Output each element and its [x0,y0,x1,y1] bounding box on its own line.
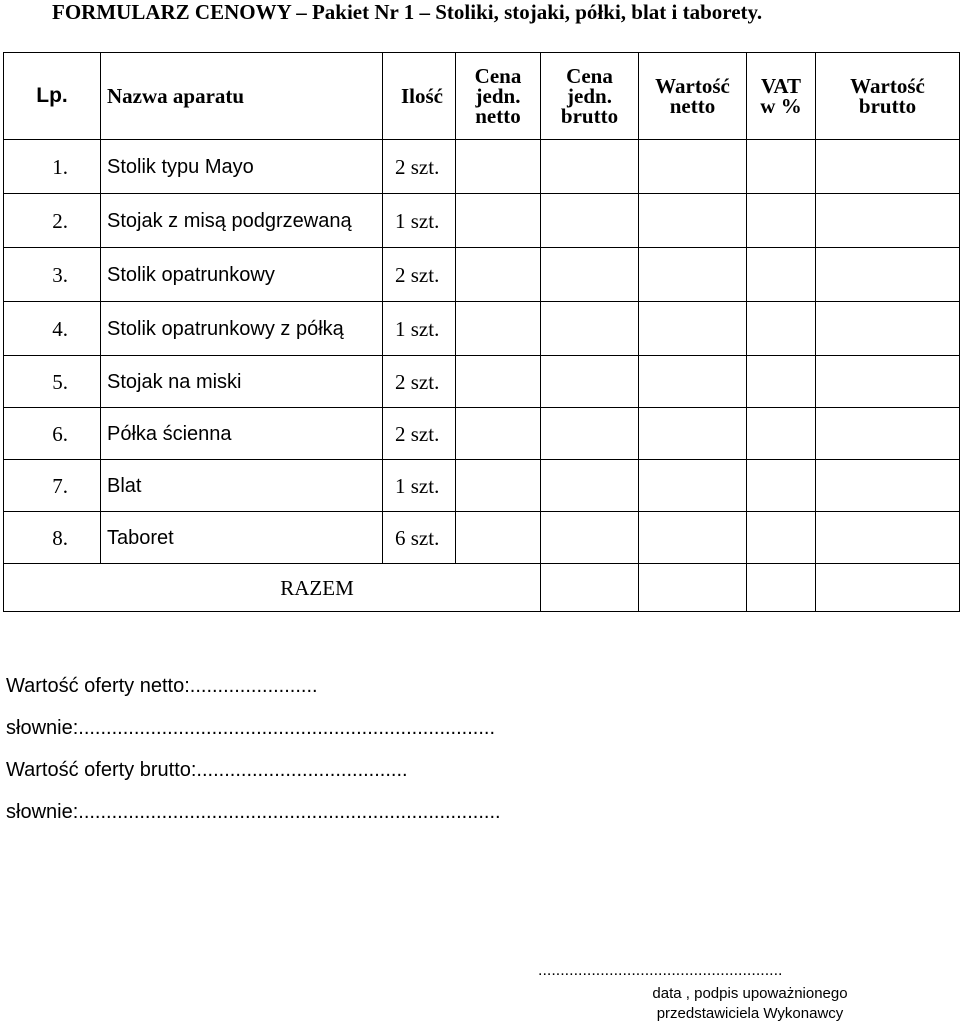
row-unit-net-cell[interactable] [456,512,541,564]
row-unit-gross-cell[interactable] [541,302,639,356]
header-value-gross-line1: Wartość [850,74,925,98]
row-name: Stolik typu Mayo [101,140,383,194]
price-table [3,52,960,612]
offer-gross-value: Wartość oferty brutto:...................................... [6,759,408,781]
table-row [4,408,960,460]
header-unit-net [456,53,541,140]
row-vat-cell[interactable] [747,302,816,356]
row-unit-gross-cell[interactable] [541,512,639,564]
row-lp: 4. [4,302,101,356]
total-unit-gross-cell[interactable] [541,564,639,612]
row-unit-net-cell[interactable] [456,460,541,512]
header-value-gross [816,53,960,140]
row-value-gross-cell[interactable] [816,356,960,408]
row-vat-cell[interactable] [747,408,816,460]
header-lp: Lp. [4,53,101,140]
total-vat-cell[interactable] [747,564,816,612]
row-unit-net-cell[interactable] [456,408,541,460]
document-title: FORMULARZ CENOWY – Pakiet Nr 1 – Stoliki, stojaki, półki, blat i taborety. [52,0,763,24]
row-name: Stojak z misą podgrzewaną [101,194,383,248]
row-qty: 6 szt. [383,512,456,564]
header-qty: Ilość [383,53,456,140]
table-row [4,356,960,408]
row-value-net-cell[interactable] [639,248,747,302]
row-name: Taboret [101,512,383,564]
table-row [4,140,960,194]
row-name: Półka ścienna [101,408,383,460]
total-value-gross-cell[interactable] [816,564,960,612]
header-unit-net-line3: netto [475,104,521,128]
row-value-gross-cell[interactable] [816,460,960,512]
row-qty: 1 szt. [383,302,456,356]
row-qty: 2 szt. [383,356,456,408]
table-row [4,248,960,302]
header-unit-gross-line1: Cena [566,64,613,88]
table-row [4,460,960,512]
row-value-net-cell[interactable] [639,356,747,408]
row-unit-net-cell[interactable] [456,248,541,302]
table-row [4,302,960,356]
header-value-net-line1: Wartość [655,74,730,98]
row-value-net-cell[interactable] [639,140,747,194]
row-qty: 2 szt. [383,248,456,302]
row-value-gross-cell[interactable] [816,408,960,460]
table-header-row [4,53,960,140]
signature-line: ....................................................... [538,962,783,979]
row-qty: 2 szt. [383,140,456,194]
header-vat-line2: w % [760,94,802,118]
offer-gross-words: słownie:............................................................................ [6,801,501,823]
row-lp: 6. [4,408,101,460]
row-lp: 2. [4,194,101,248]
row-value-gross-cell[interactable] [816,512,960,564]
row-name: Blat [101,460,383,512]
header-unit-net-line2: jedn. [475,84,521,108]
header-value-net [639,53,747,140]
row-value-net-cell[interactable] [639,408,747,460]
total-value-net-cell[interactable] [639,564,747,612]
row-value-gross-cell[interactable] [816,302,960,356]
total-row [4,564,960,612]
row-vat-cell[interactable] [747,248,816,302]
row-unit-gross-cell[interactable] [541,408,639,460]
row-value-net-cell[interactable] [639,302,747,356]
row-value-gross-cell[interactable] [816,140,960,194]
row-value-net-cell[interactable] [639,512,747,564]
row-qty: 1 szt. [383,460,456,512]
total-label: RAZEM [4,564,541,612]
row-name: Stolik opatrunkowy [101,248,383,302]
row-vat-cell[interactable] [747,356,816,408]
row-unit-gross-cell[interactable] [541,194,639,248]
header-unit-gross-line3: brutto [560,104,619,128]
signature-label [620,984,880,1024]
header-unit-gross [541,53,639,140]
row-value-gross-cell[interactable] [816,194,960,248]
row-name: Stolik opatrunkowy z półką [101,302,383,356]
row-name: Stojak na miski [101,356,383,408]
row-unit-net-cell[interactable] [456,194,541,248]
header-value-net-line2: netto [669,94,716,118]
header-unit-net-line1: Cena [474,64,522,88]
signature-label-line2: przedstawiciela Wykonawcy [656,1005,844,1022]
row-vat-cell[interactable] [747,512,816,564]
row-vat-cell[interactable] [747,194,816,248]
row-unit-net-cell[interactable] [456,356,541,408]
row-lp: 1. [4,140,101,194]
signature-label-line1: data , podpis upoważnionego [652,985,848,1002]
offer-net-value: Wartość oferty netto:....................... [6,675,318,697]
row-vat-cell[interactable] [747,140,816,194]
header-unit-gross-line2: jedn. [567,84,612,108]
header-vat [747,53,816,140]
row-unit-net-cell[interactable] [456,140,541,194]
row-qty: 1 szt. [383,194,456,248]
header-name: Nazwa aparatu [101,53,383,140]
row-unit-net-cell[interactable] [456,302,541,356]
row-vat-cell[interactable] [747,460,816,512]
row-lp: 5. [4,356,101,408]
row-qty: 2 szt. [383,408,456,460]
offer-net-words: słownie:........................................................................... [6,717,496,739]
table-row [4,512,960,564]
row-unit-gross-cell[interactable] [541,356,639,408]
row-value-net-cell[interactable] [639,194,747,248]
row-unit-gross-cell[interactable] [541,460,639,512]
row-unit-gross-cell[interactable] [541,140,639,194]
row-value-net-cell[interactable] [639,460,747,512]
table-row [4,194,960,248]
row-lp: 8. [4,512,101,564]
header-value-gross-line2: brutto [858,94,917,118]
row-lp: 3. [4,248,101,302]
header-vat-line1: VAT [760,74,802,98]
row-unit-gross-cell[interactable] [541,248,639,302]
row-lp: 7. [4,460,101,512]
row-value-gross-cell[interactable] [816,248,960,302]
